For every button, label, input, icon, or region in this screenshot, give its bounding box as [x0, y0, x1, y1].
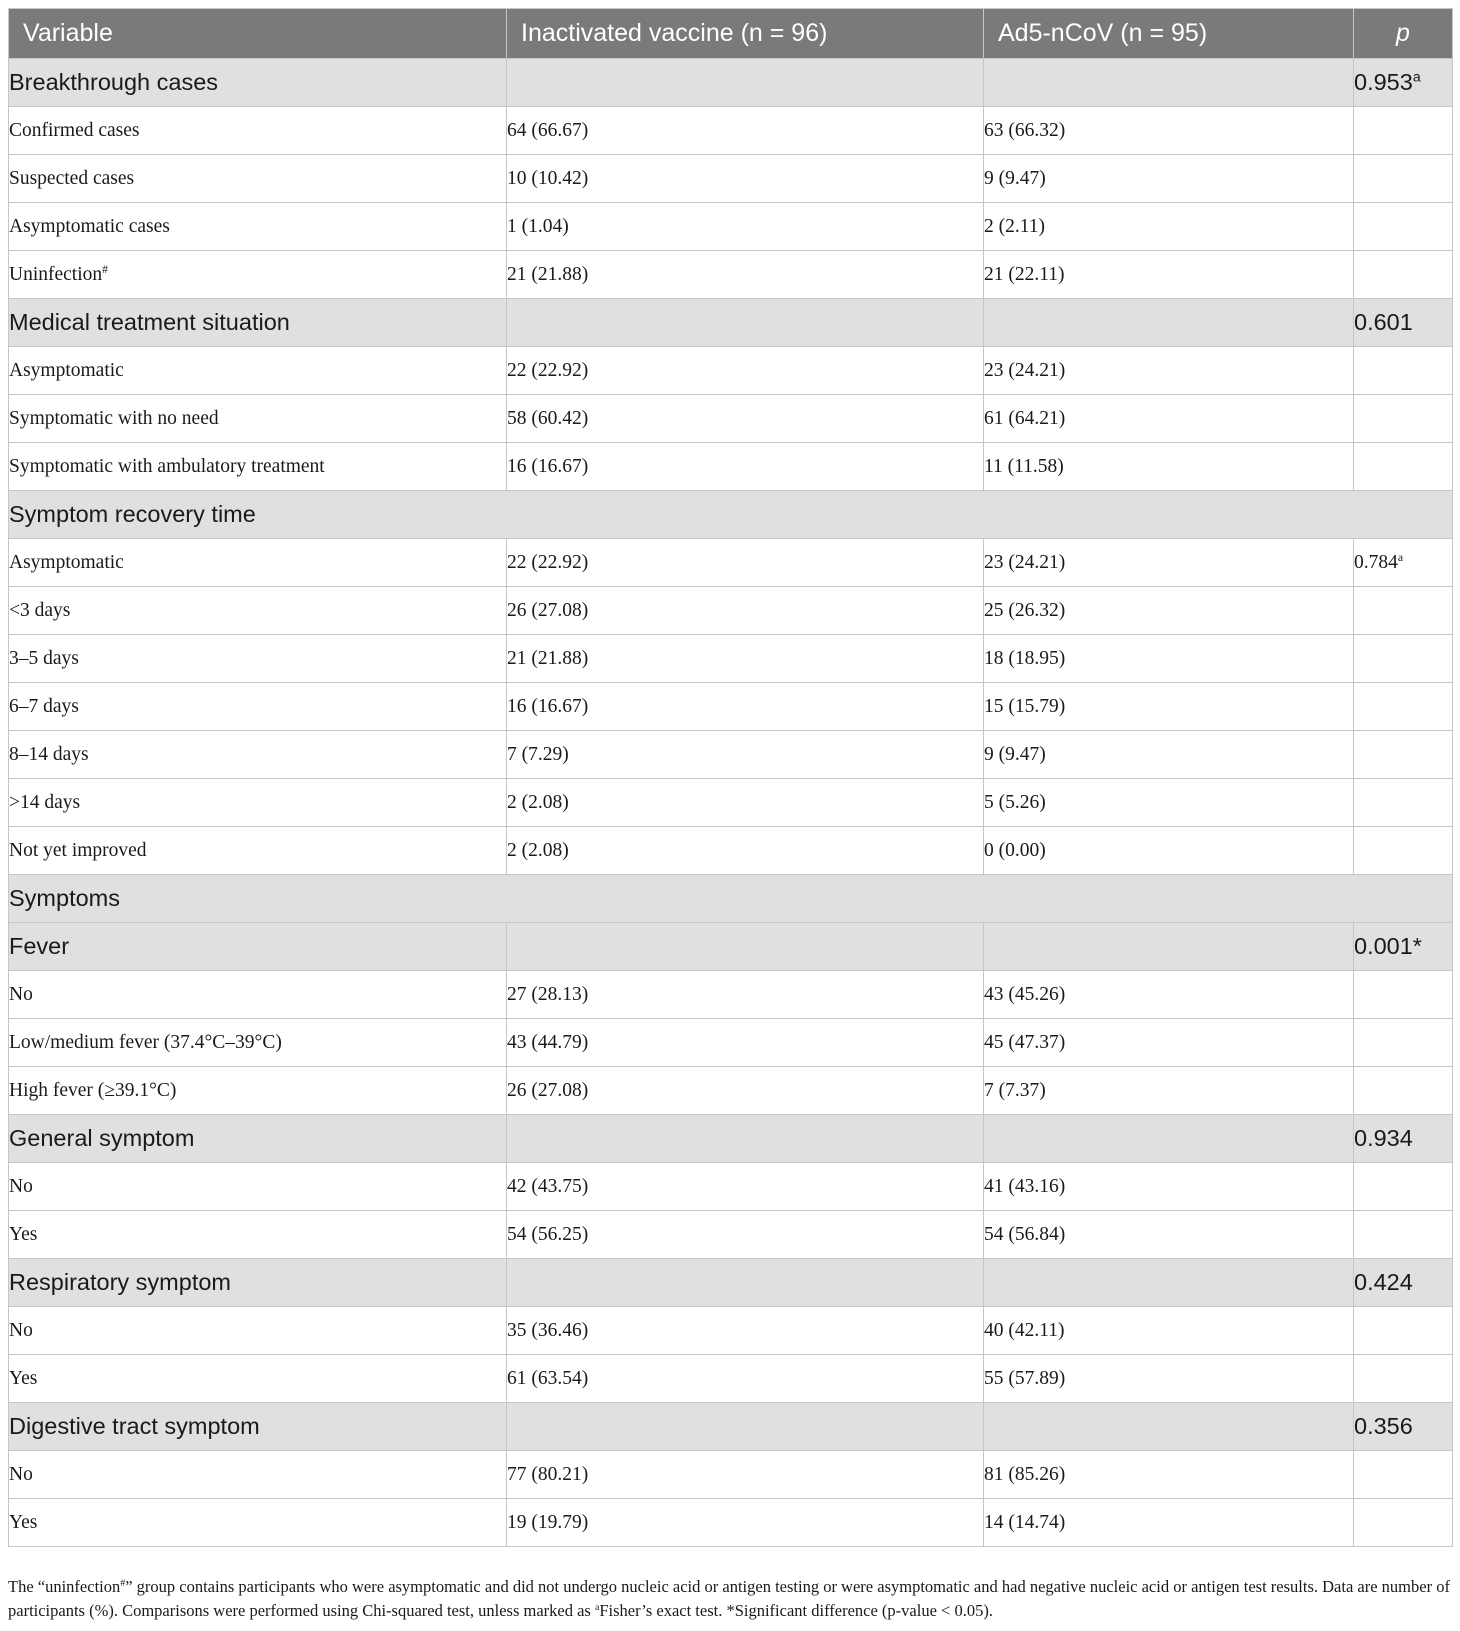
table-row — [9, 395, 1453, 443]
row-label — [9, 107, 507, 155]
header-ad5-ncov: Ad5-nCoV (n = 95) — [984, 9, 1354, 59]
section-row — [9, 1259, 1453, 1307]
inactivated-vaccine-value — [507, 443, 984, 491]
ad5-ncov-value — [984, 539, 1354, 587]
row-label — [9, 779, 507, 827]
row-label-text: 6–7 days — [9, 695, 79, 717]
inactivated-vaccine-value-text: 64 (66.67) — [507, 119, 589, 141]
ad5-ncov-value — [984, 1019, 1354, 1067]
row-label-text: No — [9, 1175, 33, 1197]
inactivated-vaccine-value-text: 21 (21.88) — [507, 263, 589, 285]
section-row — [9, 923, 1453, 971]
header-inactivated-vaccine: Inactivated vaccine (n = 96) — [507, 9, 984, 59]
ad5-ncov-value — [984, 1499, 1354, 1547]
section-label — [9, 1115, 507, 1163]
ad5-ncov-value — [984, 299, 1354, 347]
section-label — [9, 1259, 507, 1307]
inactivated-vaccine-value-text: 27 (28.13) — [507, 983, 589, 1005]
ad5-ncov-value — [984, 1259, 1354, 1307]
row-label — [9, 1067, 507, 1115]
ad5-ncov-value — [984, 59, 1354, 107]
row-label-text: High fever (≥39.1°C) — [9, 1079, 177, 1101]
section-label — [9, 875, 1453, 923]
table-row — [9, 107, 1453, 155]
table-row — [9, 1211, 1453, 1259]
inactivated-vaccine-value-text: 16 (16.67) — [507, 695, 589, 717]
p-value — [1354, 347, 1453, 395]
row-label — [9, 1307, 507, 1355]
ad5-ncov-value — [984, 347, 1354, 395]
p-value — [1354, 443, 1453, 491]
inactivated-vaccine-value — [507, 1163, 984, 1211]
p-value — [1354, 155, 1453, 203]
p-value — [1354, 1067, 1453, 1115]
inactivated-vaccine-value — [507, 971, 984, 1019]
row-label-text: Yes — [9, 1223, 38, 1245]
inactivated-vaccine-value — [507, 1259, 984, 1307]
p-value-text: 0.784 — [1354, 551, 1398, 573]
row-label — [9, 1499, 507, 1547]
section-label-text: General symptom — [9, 1125, 195, 1151]
row-label — [9, 539, 507, 587]
header-row — [9, 9, 1453, 59]
ad5-ncov-value — [984, 1115, 1354, 1163]
row-label-text: Symptomatic with no need — [9, 407, 219, 429]
ad5-ncov-value — [984, 395, 1354, 443]
row-label — [9, 155, 507, 203]
row-label — [9, 251, 507, 299]
inactivated-vaccine-value — [507, 251, 984, 299]
p-value — [1354, 251, 1453, 299]
row-label — [9, 1451, 507, 1499]
row-label — [9, 1211, 507, 1259]
p-value — [1354, 1115, 1453, 1163]
inactivated-vaccine-value — [507, 1499, 984, 1547]
p-value — [1354, 1019, 1453, 1067]
p-value — [1354, 395, 1453, 443]
ad5-ncov-value-text: 81 (85.26) — [984, 1463, 1066, 1485]
p-value — [1354, 1307, 1453, 1355]
row-label-text: Asymptomatic — [9, 359, 124, 381]
ad5-ncov-value — [984, 1403, 1354, 1451]
ad5-ncov-value — [984, 923, 1354, 971]
ad5-ncov-value — [984, 251, 1354, 299]
section-row — [9, 875, 1453, 923]
table-row — [9, 635, 1453, 683]
footnote-text-3: Fisher’s exact test. *Significant difference (p-value < 0.05). — [599, 1601, 993, 1620]
row-label-text: No — [9, 983, 33, 1005]
row-label — [9, 347, 507, 395]
inactivated-vaccine-value-text: 1 (1.04) — [507, 215, 569, 237]
row-label-text: No — [9, 1319, 33, 1341]
ad5-ncov-value — [984, 779, 1354, 827]
row-label-text: Confirmed cases — [9, 119, 140, 141]
inactivated-vaccine-value — [507, 635, 984, 683]
ad5-ncov-value — [984, 971, 1354, 1019]
p-value — [1354, 923, 1453, 971]
row-label — [9, 731, 507, 779]
section-row — [9, 299, 1453, 347]
row-label — [9, 587, 507, 635]
row-label — [9, 635, 507, 683]
table-row — [9, 683, 1453, 731]
label-superscript: # — [102, 262, 108, 276]
inactivated-vaccine-value — [507, 1019, 984, 1067]
ad5-ncov-value-text: 23 (24.21) — [984, 551, 1066, 573]
p-value-superscript: a — [1412, 68, 1421, 85]
inactivated-vaccine-value — [507, 155, 984, 203]
inactivated-vaccine-value-text: 54 (56.25) — [507, 1223, 589, 1245]
ad5-ncov-value — [984, 443, 1354, 491]
row-label-text: Asymptomatic cases — [9, 215, 170, 237]
inactivated-vaccine-value-text: 7 (7.29) — [507, 743, 569, 765]
inactivated-vaccine-value-text: 77 (80.21) — [507, 1463, 589, 1485]
ad5-ncov-value — [984, 155, 1354, 203]
ad5-ncov-value-text: 0 (0.00) — [984, 839, 1046, 861]
inactivated-vaccine-value — [507, 299, 984, 347]
p-value — [1354, 1355, 1453, 1403]
table-row — [9, 1163, 1453, 1211]
inactivated-vaccine-value-text: 42 (43.75) — [507, 1175, 589, 1197]
table-row — [9, 1067, 1453, 1115]
row-label-text: Asymptomatic — [9, 551, 124, 573]
ad5-ncov-value — [984, 107, 1354, 155]
ad5-ncov-value-text: 9 (9.47) — [984, 167, 1046, 189]
p-value — [1354, 635, 1453, 683]
table-body — [9, 59, 1453, 1547]
table-row — [9, 155, 1453, 203]
p-value — [1354, 1259, 1453, 1307]
footnote-sup-a: a — [594, 1602, 600, 1614]
p-value — [1354, 107, 1453, 155]
ad5-ncov-value — [984, 827, 1354, 875]
row-label-text: Yes — [9, 1511, 38, 1533]
row-label — [9, 203, 507, 251]
inactivated-vaccine-value — [507, 923, 984, 971]
row-label — [9, 971, 507, 1019]
p-value-text: 0.601 — [1354, 309, 1413, 335]
ad5-ncov-value — [984, 1307, 1354, 1355]
p-value — [1354, 1499, 1453, 1547]
inactivated-vaccine-value-text: 35 (36.46) — [507, 1319, 589, 1341]
row-label — [9, 1163, 507, 1211]
inactivated-vaccine-value-text: 16 (16.67) — [507, 455, 589, 477]
table-header — [9, 9, 1453, 59]
row-label — [9, 683, 507, 731]
inactivated-vaccine-value — [507, 203, 984, 251]
table-row — [9, 443, 1453, 491]
ad5-ncov-value-text: 7 (7.37) — [984, 1079, 1046, 1101]
section-row — [9, 59, 1453, 107]
ad5-ncov-value — [984, 1067, 1354, 1115]
p-value — [1354, 1451, 1453, 1499]
inactivated-vaccine-value — [507, 1211, 984, 1259]
inactivated-vaccine-value-text: 26 (27.08) — [507, 1079, 589, 1101]
section-label — [9, 59, 507, 107]
table-footnote — [8, 1575, 1452, 1623]
p-value — [1354, 683, 1453, 731]
p-value — [1354, 299, 1453, 347]
table-row — [9, 251, 1453, 299]
ad5-ncov-value — [984, 1355, 1354, 1403]
ad5-ncov-value — [984, 635, 1354, 683]
results-table — [8, 8, 1453, 1547]
section-label-text: Medical treatment situation — [9, 309, 290, 335]
row-label — [9, 395, 507, 443]
section-label — [9, 491, 1453, 539]
table-row — [9, 347, 1453, 395]
ad5-ncov-value-text: 11 (11.58) — [984, 455, 1064, 477]
row-label-text: 3–5 days — [9, 647, 79, 669]
ad5-ncov-value-text: 23 (24.21) — [984, 359, 1066, 381]
inactivated-vaccine-value — [507, 1067, 984, 1115]
ad5-ncov-value — [984, 1163, 1354, 1211]
inactivated-vaccine-value-text: 10 (10.42) — [507, 167, 589, 189]
inactivated-vaccine-value-text: 22 (22.92) — [507, 359, 589, 381]
row-label-text: Suspected cases — [9, 167, 135, 189]
inactivated-vaccine-value — [507, 731, 984, 779]
ad5-ncov-value-text: 63 (66.32) — [984, 119, 1066, 141]
ad5-ncov-value-text: 21 (22.11) — [984, 263, 1065, 285]
row-label — [9, 827, 507, 875]
section-label — [9, 299, 507, 347]
ad5-ncov-value-text: 15 (15.79) — [984, 695, 1066, 717]
section-label-text: Digestive tract symptom — [9, 1413, 260, 1439]
table-row — [9, 587, 1453, 635]
row-label-text: Symptomatic with ambulatory treatment — [9, 455, 325, 477]
row-label-text: >14 days — [9, 791, 81, 813]
inactivated-vaccine-value-text: 61 (63.54) — [507, 1367, 589, 1389]
inactivated-vaccine-value — [507, 683, 984, 731]
ad5-ncov-value-text: 54 (56.84) — [984, 1223, 1066, 1245]
ad5-ncov-value — [984, 203, 1354, 251]
inactivated-vaccine-value — [507, 1307, 984, 1355]
p-value — [1354, 1403, 1453, 1451]
section-label — [9, 923, 507, 971]
table-row — [9, 1307, 1453, 1355]
footnote-text-1: The “uninfection — [8, 1577, 121, 1596]
ad5-ncov-value — [984, 1451, 1354, 1499]
table-row — [9, 779, 1453, 827]
p-value — [1354, 731, 1453, 779]
inactivated-vaccine-value-text: 43 (44.79) — [507, 1031, 589, 1053]
ad5-ncov-value — [984, 1211, 1354, 1259]
row-label — [9, 1019, 507, 1067]
ad5-ncov-value-text: 40 (42.11) — [984, 1319, 1065, 1341]
ad5-ncov-value — [984, 587, 1354, 635]
p-value — [1354, 1211, 1453, 1259]
inactivated-vaccine-value — [507, 1403, 984, 1451]
p-value-text: 0.356 — [1354, 1413, 1413, 1439]
ad5-ncov-value-text: 43 (45.26) — [984, 983, 1066, 1005]
section-label-text: Symptoms — [9, 885, 120, 911]
section-label-text: Symptom recovery time — [9, 501, 256, 527]
p-value — [1354, 539, 1453, 587]
section-row — [9, 1403, 1453, 1451]
row-label-text: 8–14 days — [9, 743, 89, 765]
inactivated-vaccine-value — [507, 107, 984, 155]
footnote-sup-hash: # — [120, 1578, 126, 1590]
inactivated-vaccine-value-text: 26 (27.08) — [507, 599, 589, 621]
footnote-text-2: ” group contains participants who were asymptomatic and did not undergo nucleic acid or antigen testing or were asymptomatic and had negative nucleic acid or antigen test results. Data are number of participants (%). Comparisons were performed using Chi-squared test, unless marked as — [8, 1577, 1450, 1620]
ad5-ncov-value-text: 55 (57.89) — [984, 1367, 1066, 1389]
inactivated-vaccine-value-text: 21 (21.88) — [507, 647, 589, 669]
table-row — [9, 539, 1453, 587]
ad5-ncov-value-text: 41 (43.16) — [984, 1175, 1066, 1197]
section-label-text: Respiratory symptom — [9, 1269, 231, 1295]
ad5-ncov-value-text: 45 (47.37) — [984, 1031, 1066, 1053]
table-row — [9, 731, 1453, 779]
inactivated-vaccine-value — [507, 827, 984, 875]
table-row — [9, 1019, 1453, 1067]
row-label-text: Yes — [9, 1367, 38, 1389]
inactivated-vaccine-value — [507, 59, 984, 107]
p-value — [1354, 203, 1453, 251]
section-row — [9, 1115, 1453, 1163]
p-value-text: 0.001* — [1354, 933, 1422, 959]
ad5-ncov-value — [984, 731, 1354, 779]
row-label-text: Uninfection — [9, 263, 103, 285]
ad5-ncov-value-text: 9 (9.47) — [984, 743, 1046, 765]
inactivated-vaccine-value-text: 58 (60.42) — [507, 407, 589, 429]
row-label — [9, 443, 507, 491]
inactivated-vaccine-value — [507, 1451, 984, 1499]
row-label-text: No — [9, 1463, 33, 1485]
inactivated-vaccine-value-text: 22 (22.92) — [507, 551, 589, 573]
p-value-text: 0.424 — [1354, 1269, 1413, 1295]
section-label-text: Breakthrough cases — [9, 69, 219, 95]
row-label-text: Low/medium fever (37.4°C–39°C) — [9, 1031, 282, 1053]
p-value — [1354, 59, 1453, 107]
ad5-ncov-value-text: 14 (14.74) — [984, 1511, 1066, 1533]
p-value-text: 0.934 — [1354, 1125, 1413, 1151]
inactivated-vaccine-value — [507, 1115, 984, 1163]
table-row — [9, 827, 1453, 875]
inactivated-vaccine-value — [507, 779, 984, 827]
section-row — [9, 491, 1453, 539]
inactivated-vaccine-value — [507, 347, 984, 395]
p-value — [1354, 971, 1453, 1019]
section-label — [9, 1403, 507, 1451]
ad5-ncov-value — [984, 683, 1354, 731]
ad5-ncov-value-text: 25 (26.32) — [984, 599, 1066, 621]
inactivated-vaccine-value — [507, 539, 984, 587]
inactivated-vaccine-value — [507, 395, 984, 443]
inactivated-vaccine-value — [507, 587, 984, 635]
inactivated-vaccine-value-text: 19 (19.79) — [507, 1511, 589, 1533]
ad5-ncov-value-text: 18 (18.95) — [984, 647, 1066, 669]
ad5-ncov-value-text: 2 (2.11) — [984, 215, 1046, 237]
ad5-ncov-value-text: 5 (5.26) — [984, 791, 1046, 813]
p-value — [1354, 587, 1453, 635]
p-value-text: 0.953 — [1354, 69, 1413, 95]
table-row — [9, 971, 1453, 1019]
row-label-text: <3 days — [9, 599, 71, 621]
inactivated-vaccine-value-text: 2 (2.08) — [507, 839, 569, 861]
section-label-text: Fever — [9, 933, 70, 959]
table-row — [9, 1499, 1453, 1547]
p-value — [1354, 779, 1453, 827]
header-variable: Variable — [9, 9, 507, 59]
table-row — [9, 1355, 1453, 1403]
ad5-ncov-value-text: 61 (64.21) — [984, 407, 1066, 429]
row-label — [9, 1355, 507, 1403]
p-value — [1354, 1163, 1453, 1211]
table-row — [9, 1451, 1453, 1499]
row-label-text: Not yet improved — [9, 839, 147, 861]
inactivated-vaccine-value — [507, 1355, 984, 1403]
inactivated-vaccine-value-text: 2 (2.08) — [507, 791, 569, 813]
p-value — [1354, 827, 1453, 875]
p-value-superscript: a — [1397, 550, 1404, 564]
table-row — [9, 203, 1453, 251]
header-p-value: p — [1354, 9, 1453, 59]
